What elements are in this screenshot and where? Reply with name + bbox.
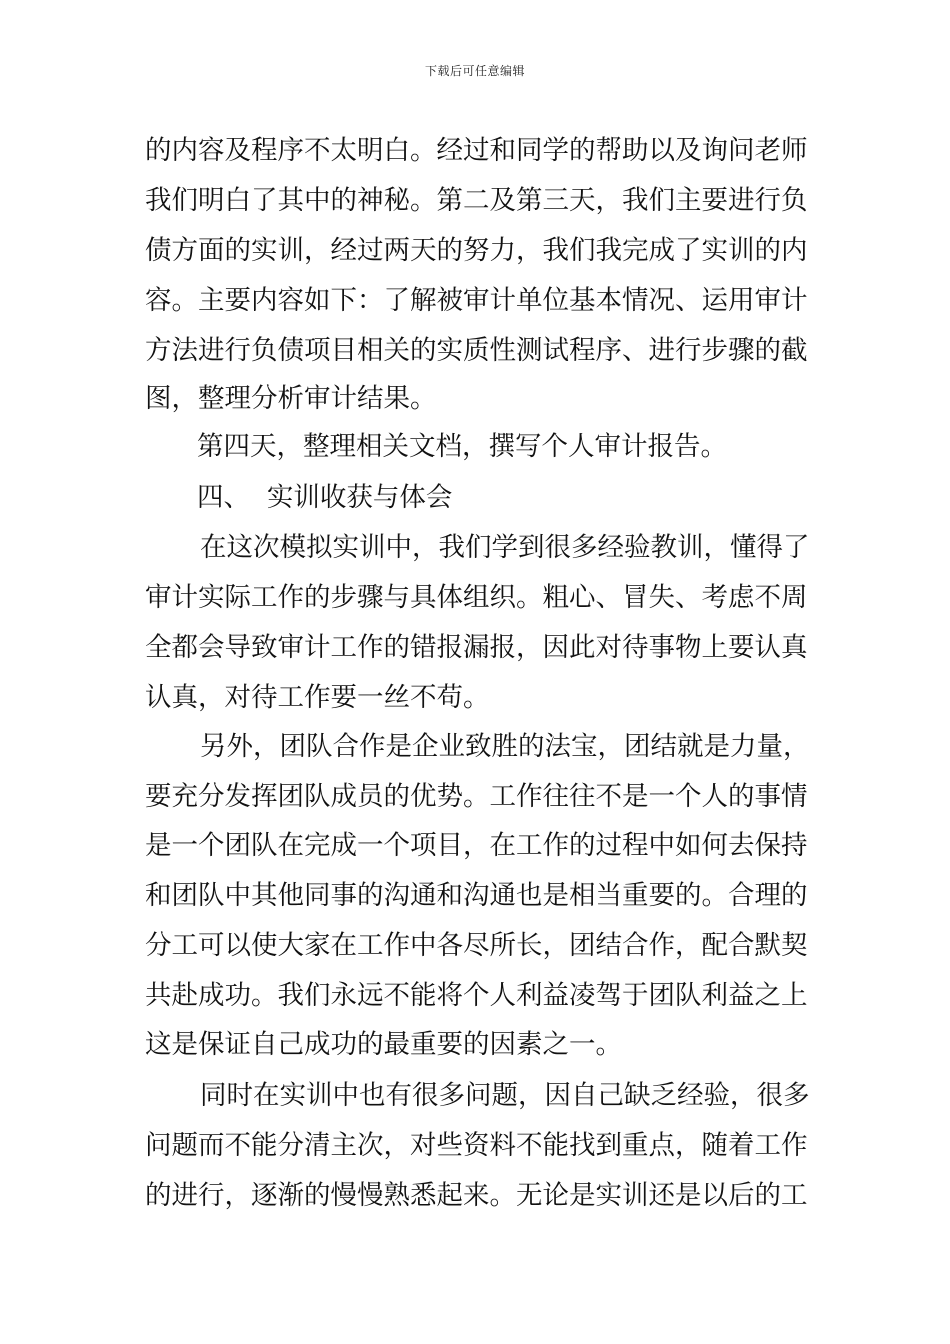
text-line: 方法进行负债项目相关的实质性测试程序、进行步骤的截 [145, 335, 808, 366]
section-heading: 四、 实训收获与体会 [197, 482, 453, 513]
text-line: 要充分发挥团队成员的优势。工作往往不是一个人的事情 [145, 781, 808, 812]
text-line: 和团队中其他同事的沟通和沟通也是相当重要的。合理的 [145, 880, 808, 911]
text-line: 是一个团队在完成一个项目，在工作的过程中如何去保持 [145, 830, 808, 861]
text-line: 的进行，逐渐的慢慢熟悉起来。无论是实训还是以后的工 [145, 1180, 808, 1211]
text-line: 另外，团队合作是企业致胜的法宝，团结就是力量， [200, 731, 810, 762]
text-line: 问题而不能分清主次，对些资料不能找到重点，随着工作 [145, 1130, 808, 1161]
text-line: 第四天，整理相关文档，撰写个人审计报告。 [197, 431, 727, 462]
text-line: 同时在实训中也有很多问题，因自己缺乏经验，很多 [200, 1080, 810, 1111]
text-line: 图，整理分析审计结果。 [145, 383, 437, 414]
text-line: 我们明白了其中的神秘。第二及第三天，我们主要进行负 [145, 185, 808, 216]
text-line: 的内容及程序不太明白。经过和同学的帮助以及询问老师 [145, 135, 808, 166]
text-line: 容。主要内容如下：了解被审计单位基本情况、运用审计 [145, 285, 808, 316]
page-header: 下载后可任意编辑 [424, 64, 525, 78]
text-line: 全都会导致审计工作的错报漏报，因此对待事物上要认真 [145, 632, 808, 663]
text-line: 认真，对待工作要一丝不苟。 [145, 682, 490, 713]
text-line: 在这次模拟实训中，我们学到很多经验教训，懂得了 [200, 532, 810, 563]
text-line: 分工可以使大家在工作中各尽所长，团结合作，配合默契 [145, 930, 808, 961]
text-line: 这是保证自己成功的最重要的因素之一。 [145, 1029, 622, 1060]
text-line: 共赴成功。我们永远不能将个人利益凌驾于团队利益之上 [145, 980, 808, 1011]
text-line: 债方面的实训，经过两天的努力，我们我完成了实训的内 [145, 235, 808, 266]
text-line: 审计实际工作的步骤与具体组织。粗心、冒失、考虑不周 [145, 582, 808, 613]
